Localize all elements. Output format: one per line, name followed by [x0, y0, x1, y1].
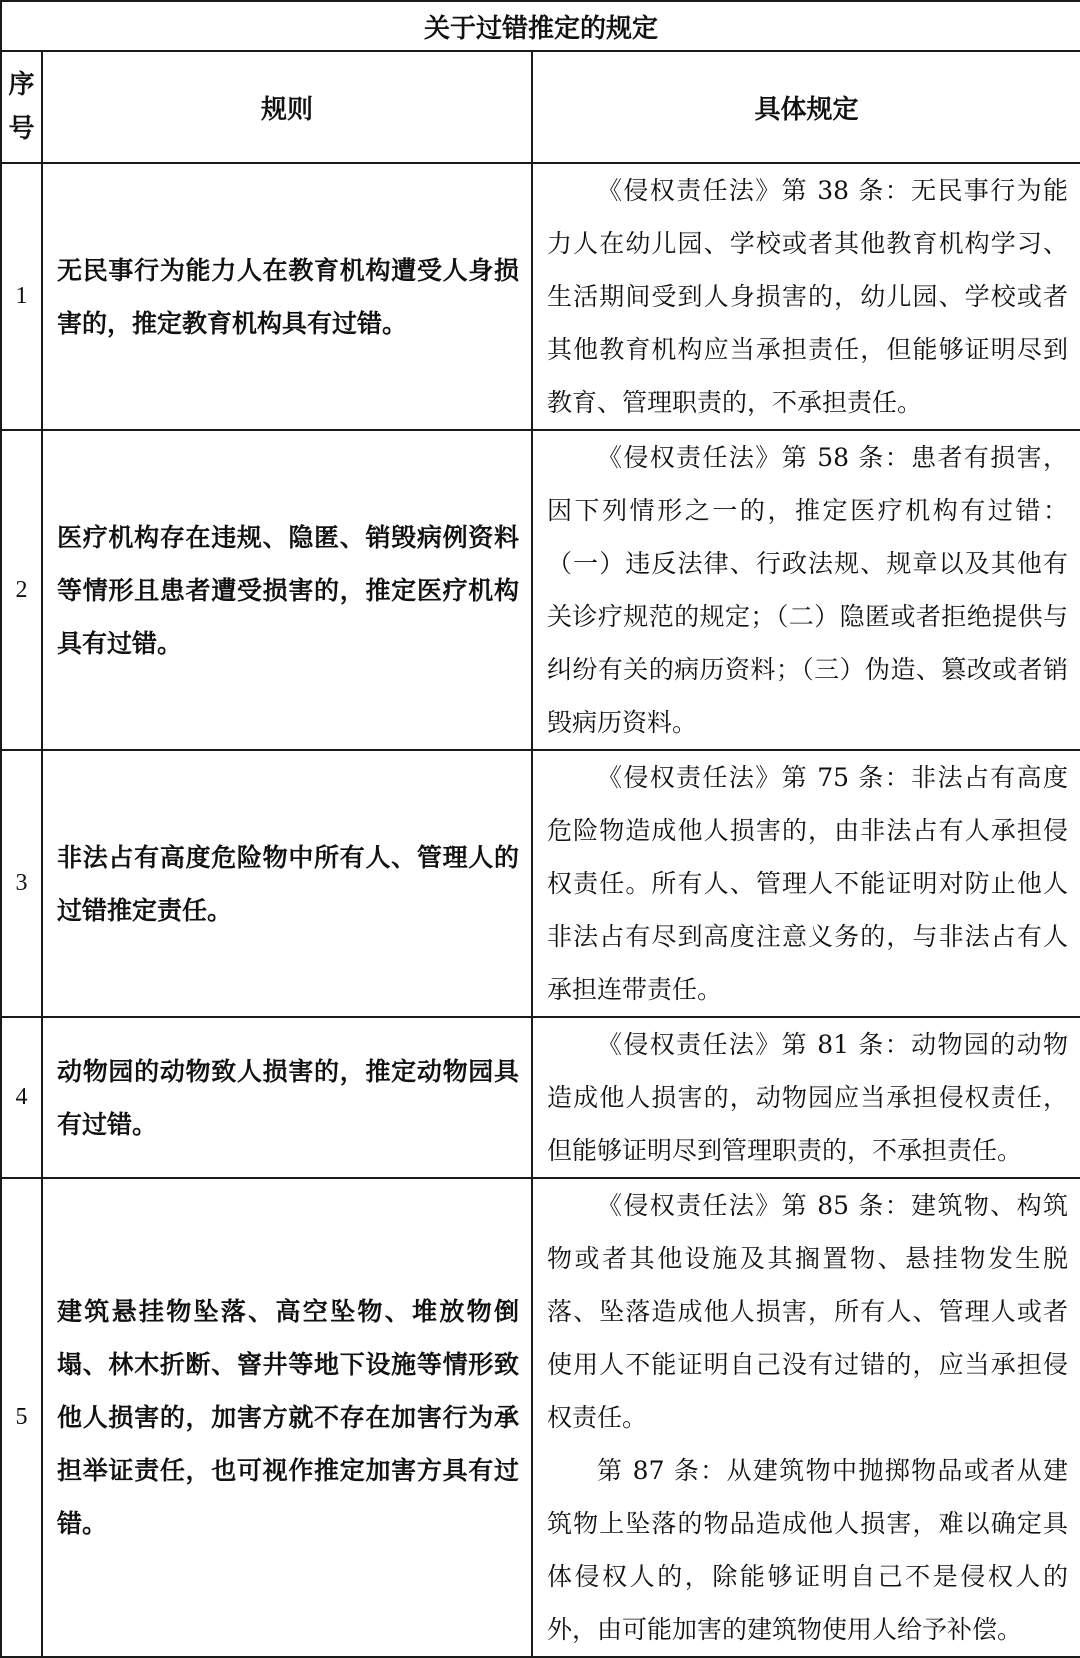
table-row: [1, 1017, 1080, 1178]
detail-paragraph: 《侵权责任法》第 85 条：建筑物、构筑物或者其他设施及其搁置物、悬挂物发生脱落、坠落造成他人损害，所有人、管理人或者使用人不能证明自己没有过错的，应当承担侵权责任。: [547, 1191, 1068, 1432]
row-rule: 非法占有高度危险物中所有人、管理人的过错推定责任。: [42, 750, 532, 1017]
row-number: 4: [1, 1017, 42, 1178]
table-row: [1, 1178, 1080, 1657]
row-detail: [532, 750, 1080, 1017]
row-detail: [532, 163, 1080, 430]
header-number-line2: 号: [8, 114, 35, 144]
table-row: [1, 430, 1080, 750]
row-rule: 动物园的动物致人损害的，推定动物园具有过错。: [42, 1017, 532, 1178]
detail-paragraph: 《侵权责任法》第 75 条：非法占有高度危险物造成他人损害的，由非法占有人承担侵权责任。所有人、管理人不能证明对防止他人非法占有尽到高度注意义务的，与非法占有人承担连带责任。: [547, 763, 1068, 1004]
table-row: [1, 750, 1080, 1017]
row-number: 5: [1, 1178, 42, 1657]
row-rule: 医疗机构存在违规、隐匿、销毁病例资料等情形且患者遭受损害的，推定医疗机构具有过错。: [42, 430, 532, 750]
detail-paragraph: 《侵权责任法》第 81 条：动物园的动物造成他人损害的，动物园应当承担侵权责任，但能够证明尽到管理职责的，不承担责任。: [547, 1030, 1068, 1165]
row-rule: 建筑悬挂物坠落、高空坠物、堆放物倒塌、林木折断、窨井等地下设施等情形致他人损害的，加害方就不存在加害行为承担举证责任，也可视作推定加害方具有过错。: [42, 1178, 532, 1657]
row-detail: [532, 1017, 1080, 1178]
header-number: [1, 51, 42, 163]
table-row: [1, 163, 1080, 430]
header-detail: 具体规定: [532, 51, 1080, 163]
row-detail: [532, 430, 1080, 750]
header-rule: 规则: [42, 51, 532, 163]
table-header-row: [1, 51, 1080, 163]
row-number: 2: [1, 430, 42, 750]
row-detail: [532, 1178, 1080, 1657]
table-title-row: [1, 1, 1080, 51]
detail-paragraph: 《侵权责任法》第 58 条：患者有损害，因下列情形之一的，推定医疗机构有过错：（一）违反法律、行政法规、规章以及其他有关诊疗规范的规定；（二）隐匿或者拒绝提供与纠纷有关的病历资料；（三）伪造、篡改或者销毁病历资料。: [547, 443, 1068, 737]
header-number-line1: 序: [8, 70, 35, 100]
row-number: 1: [1, 163, 42, 430]
detail-paragraph: 《侵权责任法》第 38 条：无民事行为能力人在幼儿园、学校或者其他教育机构学习、生活期间受到人身损害的，幼儿园、学校或者其他教育机构应当承担责任，但能够证明尽到教育、管理职责的，不承担责任。: [547, 176, 1068, 417]
detail-paragraph: 第 87 条：从建筑物中抛掷物品或者从建筑物上坠落的物品造成他人损害，难以确定具体侵权人的，除能够证明自己不是侵权人的外，由可能加害的建筑物使用人给予补偿。: [547, 1456, 1068, 1644]
row-rule: 无民事行为能力人在教育机构遭受人身损害的，推定教育机构具有过错。: [42, 163, 532, 430]
table-title: 关于过错推定的规定: [1, 1, 1080, 51]
row-number: 3: [1, 750, 42, 1017]
